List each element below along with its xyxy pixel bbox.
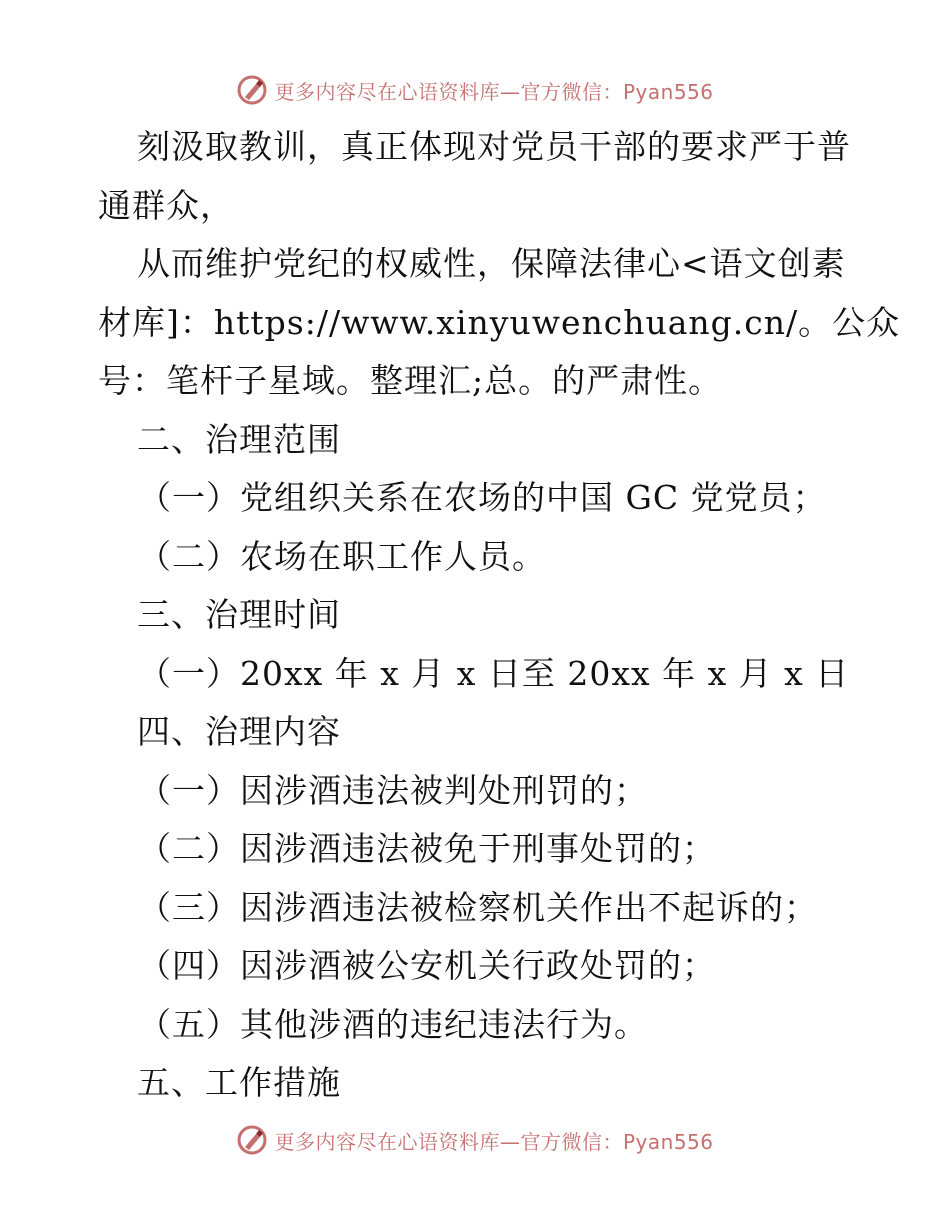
- pen-logo-icon: [236, 74, 268, 106]
- pen-logo-icon: [236, 1124, 268, 1156]
- document-body: [98, 118, 901, 1113]
- footer-watermark: [0, 1122, 950, 1158]
- watermark-text: 更多内容尽在心语资料库—官方微信：Pyan556: [274, 1129, 714, 1154]
- list-item: （一）党组织关系在农场的中国 GC 党党员；: [138, 478, 827, 517]
- list-item: （三）因涉酒违法被检察机关作出不起诉的；: [138, 887, 818, 927]
- paragraph-line: 从而维护党纪的权威性，保障法律心<语文创素: [137, 244, 846, 283]
- list-item: （四）因涉酒被公安机关行政处罚的；: [138, 946, 716, 985]
- list-item: （一）20xx 年 x 月 x 日至 20xx 年 x 月 x 日: [138, 653, 850, 693]
- paragraph-line: 号：笔杆子星域。整理汇;总。的严肃性。: [98, 361, 723, 400]
- list-item: （二）农场在职工作人员。: [138, 536, 546, 576]
- section-heading: 四、治理内容: [137, 712, 341, 751]
- watermark-wechat-id: Pyan556: [622, 1129, 714, 1154]
- list-item: （二）因涉酒违法被免于刑事处罚的；: [138, 829, 716, 868]
- header-watermark: [0, 72, 950, 108]
- section-heading: 三、治理时间: [137, 595, 341, 634]
- watermark-text: 更多内容尽在心语资料库—官方微信：Pyan556: [274, 79, 714, 104]
- list-item: （五）其他涉酒的违纪违法行为。: [138, 1004, 648, 1044]
- paragraph-line: 通群众，: [98, 185, 234, 225]
- list-item: （一）因涉酒违法被判处刑罚的；: [138, 770, 648, 810]
- section-heading: 五、工作措施: [137, 1063, 341, 1102]
- watermark-wechat-id: Pyan556: [622, 79, 714, 104]
- paragraph-line: 材库]：https://www.xinyuwenchuang.cn/。公众: [98, 302, 901, 342]
- paragraph-line: 刻汲取教训，真正体现对党员干部的要求严于普: [137, 127, 851, 166]
- section-heading: 二、治理范围: [137, 419, 341, 459]
